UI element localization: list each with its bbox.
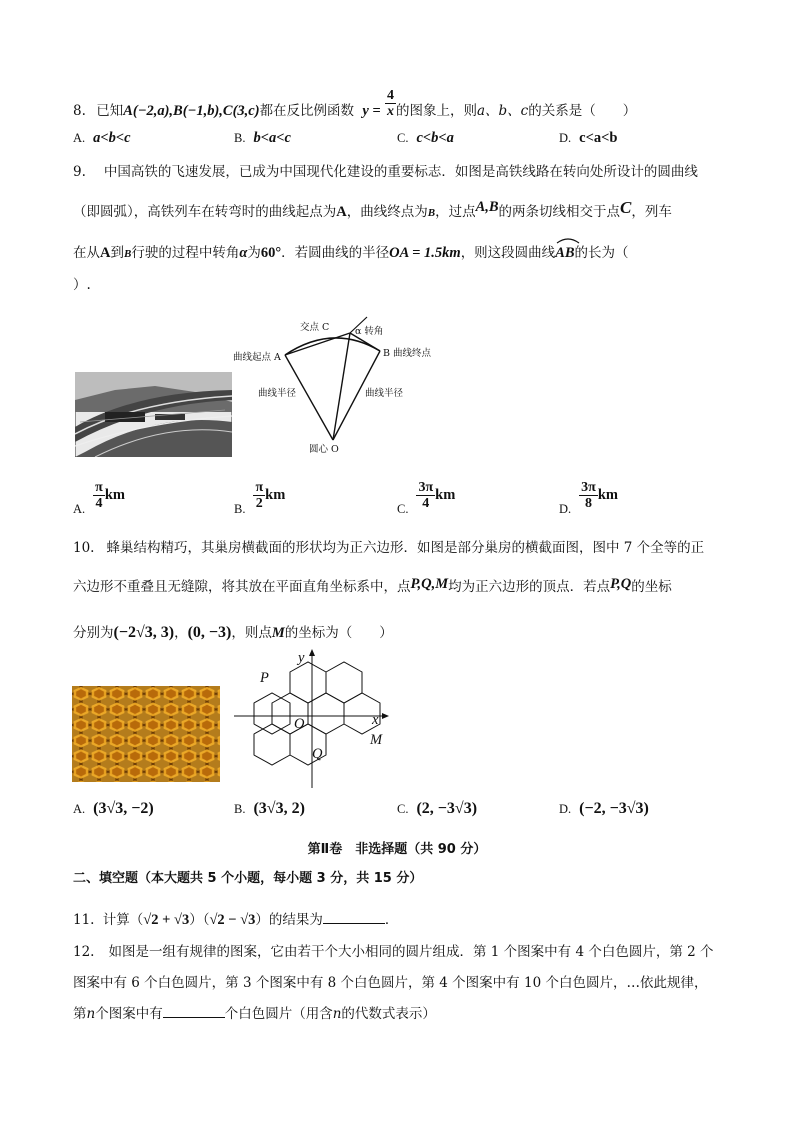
q9-sym-b: B [427, 207, 436, 219]
q10-coord-p: (−2√3, 3) [113, 624, 175, 641]
q9-line2-c: ，过点 [435, 204, 476, 220]
q9-radius: OA = 1.5km [389, 245, 461, 261]
q12-sym-n-2: n [332, 1006, 342, 1022]
q9-line2-a: （即圆弧），高铁列车在转弯时的曲线起点为 [73, 204, 337, 220]
q9-option-c-unit: km [435, 487, 456, 503]
q11-text-c: ）的结果为 [255, 912, 323, 928]
q9-line3-g: 的长为（ [574, 245, 629, 261]
q10-option-b [234, 800, 305, 818]
q9-option-c-den: 4 [422, 496, 430, 511]
q9-option-a-num: π [95, 480, 103, 495]
q8-option-b-text: b<a<c [253, 130, 291, 146]
q10-line1-text: 蜂巢结构精巧，其巢房横截面的形状均为正六边形．如图是部分巢房的横截面图，图中 7 个全等的正 [106, 540, 705, 556]
part2-title: 第Ⅱ卷 非选择题（共 90 分） [307, 842, 487, 857]
q8-option-d [559, 130, 617, 147]
q11-answer-blank[interactable] [323, 909, 385, 924]
label-intersection-c: 交点 C [300, 322, 330, 333]
q10-line2 [73, 577, 672, 597]
q10-option-a-label: A. [73, 802, 86, 816]
q9-line3-c: 行驶的过程中转角 [131, 245, 240, 261]
q8-option-c-label: C. [397, 131, 409, 145]
q9-option-a-unit: km [104, 487, 125, 503]
q9-option-b-den: 2 [255, 496, 263, 511]
label-radius-left: 曲线半径 [258, 388, 297, 399]
q12-line3-b: 个图案中有 [95, 1006, 163, 1022]
q9-option-d-frac [579, 480, 598, 511]
q9-sym-alpha: α [239, 245, 248, 261]
q9-angle: 60° [260, 245, 282, 261]
q9-option-a-den: 4 [95, 496, 103, 511]
hex-label-o: O [294, 716, 305, 732]
q8-stem [73, 88, 637, 127]
hex-label-y: y [298, 650, 305, 666]
q9-line4 [73, 275, 91, 295]
q9-option-c-num: 3π [418, 480, 434, 495]
q10-pq: P,Q [610, 576, 632, 592]
q8-option-c-text: c<b<a [416, 130, 454, 146]
q9-option-b [234, 480, 286, 516]
q8-text-a: 已知 [96, 103, 124, 119]
hex-label-p: P [260, 670, 269, 686]
q10-comma: ， [174, 625, 188, 641]
q12-line2 [73, 973, 707, 993]
q10-line2-b: 均为正六边形的顶点．若点 [448, 579, 611, 595]
q9-line1 [73, 162, 698, 182]
label-turn-angle: α 转角 [355, 326, 384, 337]
q9-line2-d: 的两条切线相交于点 [498, 204, 621, 220]
honeycomb-photo [72, 686, 220, 782]
q8-option-b [234, 130, 291, 147]
hexagon-grid-diagram [232, 648, 392, 790]
q9-option-b-unit: km [265, 487, 286, 503]
q12-sym-n: n [86, 1006, 96, 1022]
q12-line3-a: 第 [73, 1006, 87, 1022]
curve-diagram [233, 315, 455, 465]
q8-func-lhs: y = [362, 103, 381, 119]
section2-title: 二、填空题（本大题共 5 个小题，每小题 3 分，共 15 分） [73, 871, 423, 886]
q9-sym-a: A [336, 204, 347, 220]
q10-option-d-text: (−2, −3√3) [579, 800, 649, 817]
q8-text-c: 的图象上，则 [395, 103, 477, 119]
q9-line1-text: 中国高铁的飞速发展，已成为中国现代化建设的重要标志．如图是高铁线路在转向处所设计的圆曲线 [103, 164, 698, 180]
q9-option-c-frac [416, 480, 435, 511]
q8-option-d-label: D. [559, 131, 572, 145]
label-start-a: 曲线起点 A [233, 352, 281, 363]
q9-line3-sym-b: B [123, 248, 132, 260]
q8-text-d: 的关系是（ ） [528, 103, 637, 119]
q8-number: 8. [73, 103, 86, 119]
q8-option-c [397, 130, 454, 147]
q9-option-c [397, 480, 456, 516]
q12-number: 12. [73, 944, 95, 960]
q9-number: 9. [73, 164, 86, 180]
q10-line3-b: ，则点 [231, 625, 272, 641]
q9-line3-b: 到 [110, 245, 124, 261]
q10-line3 [73, 623, 393, 643]
q9-option-a-label: A. [73, 502, 86, 516]
q12-line3 [73, 1003, 436, 1024]
q9-sym-c: C [620, 198, 632, 217]
q8-option-d-text: c<a<b [579, 130, 618, 146]
q10-option-d [559, 800, 649, 818]
label-center-o: 圆心 O [309, 444, 339, 455]
q8-points: A(−2,a),B(−1,b),C(3,c) [123, 103, 260, 119]
q9-option-d [559, 480, 618, 516]
label-radius-right: 曲线半径 [365, 388, 404, 399]
q8-option-b-label: B. [234, 131, 246, 145]
q9-option-b-label: B. [234, 502, 246, 516]
label-end-b: B 曲线终点 [383, 348, 432, 359]
q9-line4-text: ）. [73, 277, 91, 293]
q9-sym-ab: A,B [475, 199, 499, 215]
q9-line3-e: ．若圆曲线的半径 [281, 245, 390, 261]
q9-option-a [73, 480, 125, 516]
q10-option-b-label: B. [234, 802, 246, 816]
hex-label-m: M [370, 732, 383, 748]
q11-expr1: √2 + √3 [143, 912, 190, 928]
q11-number: 11. [73, 912, 95, 928]
q10-option-d-label: D. [559, 802, 572, 816]
q9-option-d-unit: km [597, 487, 618, 503]
q10-line2-a: 六边形不重叠且无缝隙，将其放在平面直角坐标系中，点 [73, 579, 411, 595]
q10-option-a-text: (3√3, −2) [93, 800, 154, 817]
q9-line3 [73, 243, 629, 264]
q10-option-b-text: (3√3, 2) [253, 800, 305, 817]
q12-line2-text: 图案中有 6 个白色圆片，第 3 个图案中有 8 个白色圆片，第 4 个图案中有 10 个白色圆片，…依此规律， [73, 975, 708, 991]
q9-option-d-label: D. [559, 502, 572, 516]
q9-option-a-frac [93, 480, 105, 511]
q9-line2-b: ，曲线终点为 [346, 204, 428, 220]
q9-line3-a: 在从 [73, 245, 100, 261]
q10-option-a [73, 800, 154, 818]
railway-photo [75, 372, 232, 457]
q8-option-a-text: a<b<c [93, 130, 131, 146]
q9-arc-mark [555, 236, 581, 244]
q9-line3-sym-a: A [100, 245, 111, 261]
q10-number: 10. [73, 540, 95, 556]
q10-option-c-label: C. [397, 802, 409, 816]
hex-label-q: Q [312, 746, 323, 762]
q9-option-d-den: 8 [584, 496, 592, 511]
q10-coord-q: (0, −3) [187, 624, 232, 641]
q8-vars: a、b、c [476, 103, 529, 119]
q10-option-c [397, 800, 477, 818]
hex-label-x: x [372, 712, 379, 728]
q8-func-den: x [386, 104, 394, 119]
q9-option-b-frac [253, 480, 265, 511]
q12-line3-d: 的代数式表示） [341, 1006, 436, 1022]
q9-option-d-num: 3π [581, 480, 596, 495]
q10-line2-c: 的坐标 [631, 579, 672, 595]
q8-option-a [73, 130, 131, 147]
q8-func-num: 4 [386, 88, 394, 103]
q11-text-a: 计算（ [102, 912, 144, 928]
q10-line3-a: 分别为 [73, 625, 114, 641]
q10-pts: P,Q,M [410, 576, 449, 592]
q12-line1-text: 如图是一组有规律的图案，它由若干个大小相同的圆片组成．第 1 个图案中有 4 个白色圆片，第 2 个 [108, 944, 714, 960]
q11-expr2: √2 − √3 [209, 912, 256, 928]
q9-line2 [73, 198, 672, 223]
q9-arc-text: AB [555, 245, 575, 261]
q12-line1 [73, 942, 714, 962]
q8-option-a-label: A. [73, 131, 86, 145]
q8-func-fraction [385, 88, 396, 119]
q11-text-b: ）（ [189, 912, 210, 928]
q9-arc-ab [555, 243, 574, 263]
q10-option-c-text: (2, −3√3) [416, 800, 478, 817]
q11-stem [73, 909, 398, 930]
q9-option-b-num: π [255, 480, 264, 495]
q12-line3-c: 个白色圆片（用含 [224, 1006, 333, 1022]
q9-option-c-label: C. [397, 502, 409, 516]
q10-line1 [73, 538, 704, 558]
q9-line2-e: ，列车 [631, 204, 672, 220]
q10-sym-m: M [271, 625, 285, 641]
q9-line3-d: 为 [247, 245, 261, 261]
q12-answer-blank[interactable] [163, 1003, 225, 1018]
q8-text-b: 都在反比例函数 [259, 103, 355, 119]
q10-line3-c: 的坐标为（ ） [284, 625, 393, 641]
q9-line3-f: ，则这段圆曲线 [460, 245, 556, 261]
q11-text-d: ． [384, 912, 399, 928]
